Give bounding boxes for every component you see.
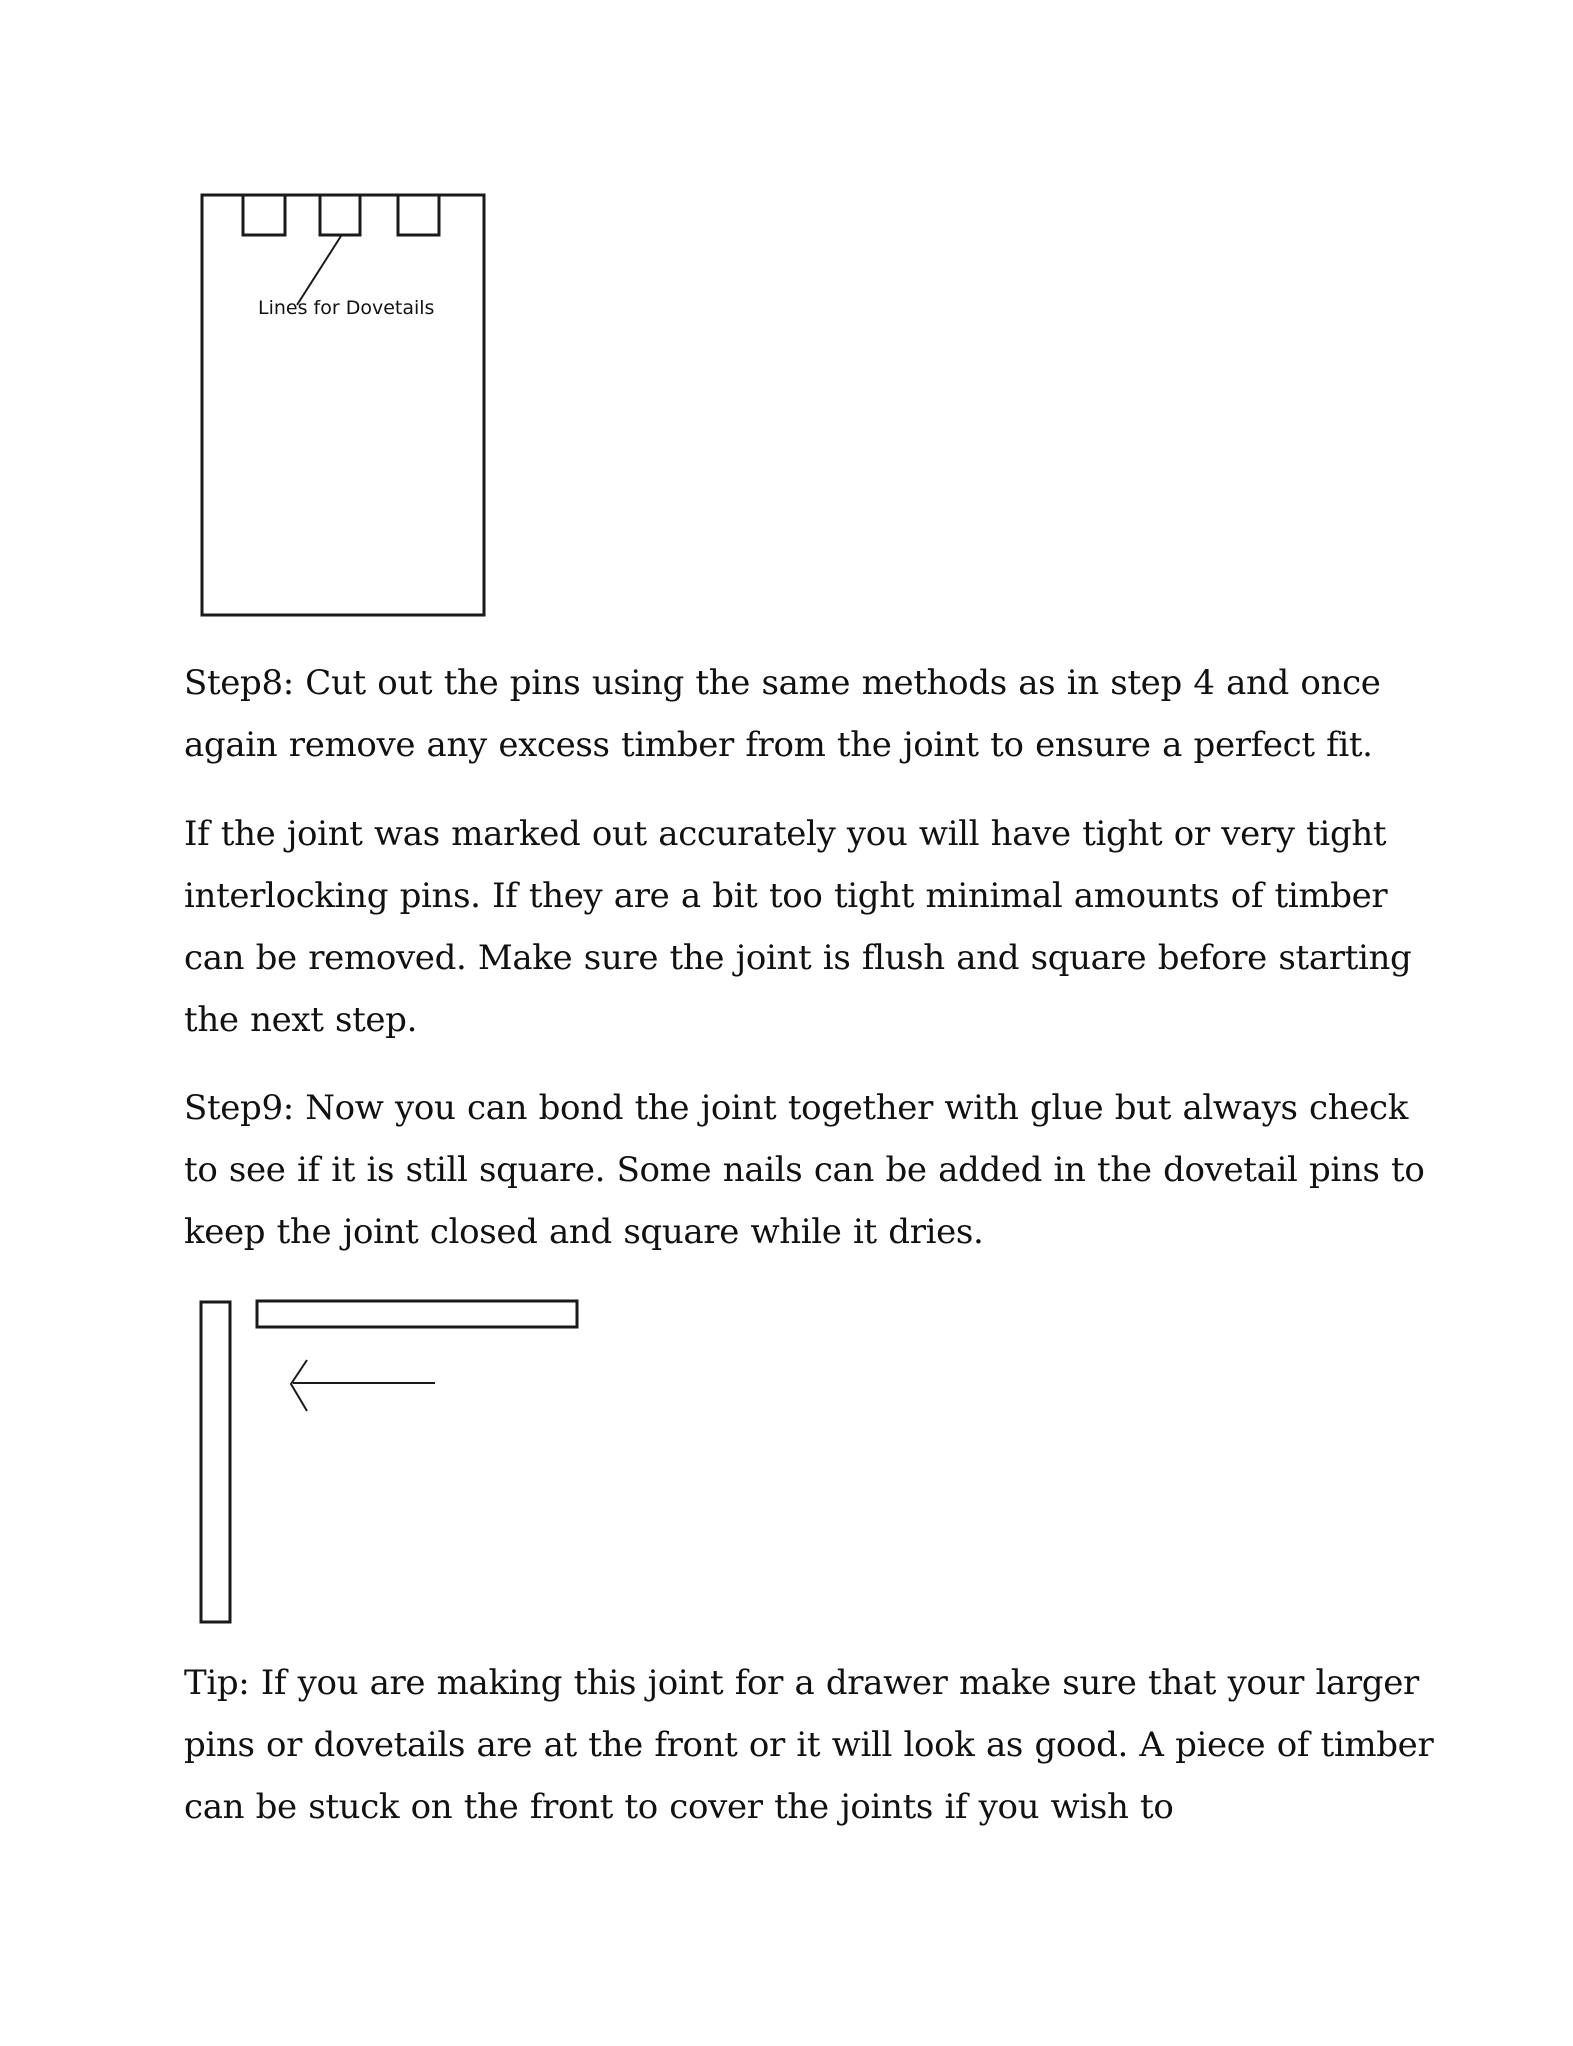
timber-board-outline — [202, 195, 484, 615]
step8-paragraph: Step8: Cut out the pins using the same methods as in step 4 and once again remove any excess timber from the joint to ensure a perfect fit. — [184, 663, 1381, 765]
arrow-left-icon — [291, 1360, 307, 1411]
label-leader-line — [297, 236, 341, 305]
dovetail-notch-3 — [398, 195, 439, 235]
dovetail-notch-2 — [320, 195, 360, 235]
step9-paragraph: Step9: Now you can bond the joint together with glue but always check to see if it is still square. Some nails can be added in the dovetail pins to keep the joint closed and square while it dries. — [184, 1088, 1425, 1252]
joint-assembly-figure — [190, 1292, 600, 1642]
tip-paragraph: Tip: If you are making this joint for a drawer make sure that your larger pins or dovetails are at the front or it will look as good. A piece of timber can be stuck on the front to cover the joints if you wish to — [184, 1663, 1434, 1827]
dovetail-marking-figure — [190, 185, 500, 625]
figure-label: Lines for Dovetails — [258, 297, 435, 319]
horizontal-board — [257, 1301, 577, 1327]
accuracy-paragraph: If the joint was marked out accurately you will have tight or very tight interlocking pins. If they are a bit too tight minimal amounts of timber can be removed. Make sure the joint is flush and square before starting the next step. — [184, 814, 1412, 1040]
timber-board-drawing — [190, 185, 500, 625]
dovetail-notch-1 — [243, 195, 285, 235]
vertical-board — [201, 1302, 230, 1622]
joint-assembly-drawing — [190, 1292, 600, 1642]
